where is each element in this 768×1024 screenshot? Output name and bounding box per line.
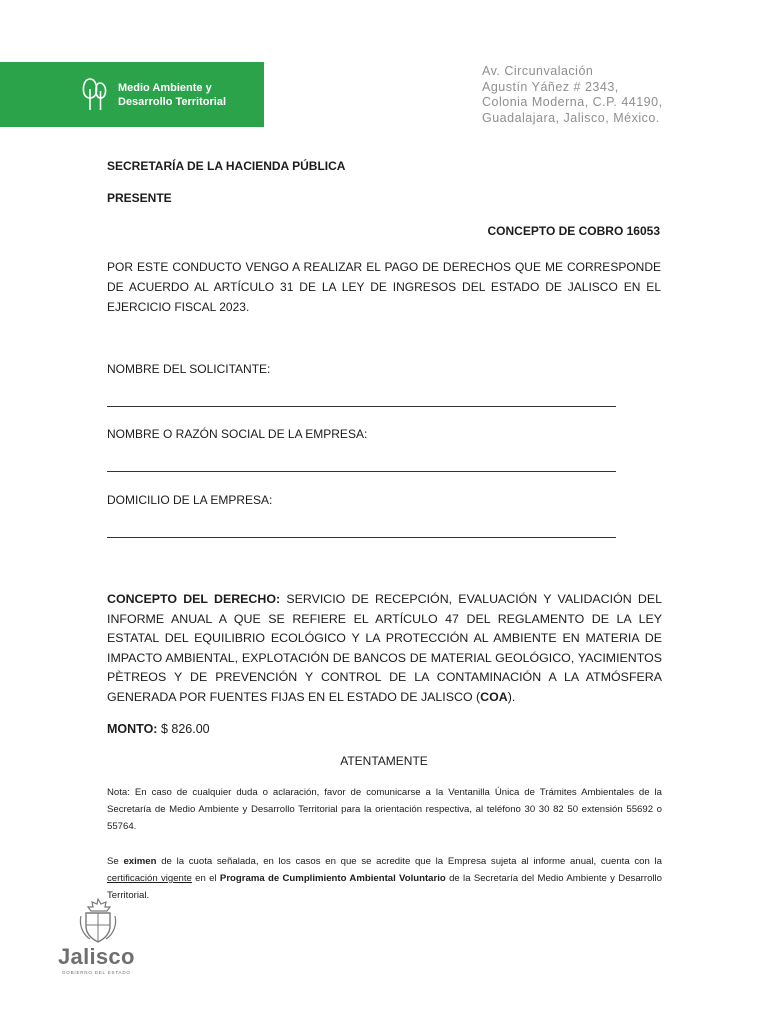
recipient: SECRETARÍA DE LA HACIENDA PÚBLICA <box>107 159 346 173</box>
address-line: Agustín Yáñez # 2343, <box>482 79 619 94</box>
address-block <box>482 64 663 126</box>
concepto-cobro: CONCEPTO DE COBRO 16053 <box>487 224 660 238</box>
logo-wordmark: Jalisco <box>58 944 135 969</box>
signature-line-empresa <box>107 471 616 472</box>
logo-subtitle: GOBIERNO DEL ESTADO <box>62 970 131 975</box>
note-contact: Nota: En caso de cualquier duda o aclaración, favor de comunicarse a la Ventanilla Única de Trámites Ambientales de la Secretaría de Medio Ambiente y Desarrollo Territorial para la orientación respectiva, al teléfono 30 30 82 50 extensión 55692 o 55764. <box>107 787 662 832</box>
header-banner <box>0 62 264 127</box>
monto-value: $ 826.00 <box>157 722 210 736</box>
concepto-text: SERVICIO DE RECEPCIÓN, EVALUACIÓN Y VALIDACIÓN DEL INFORME ANUAL A QUE SE REFIERE EL ARTÍCULO 47 DEL REGLAMENTO DE LA LEY ESTATAL DEL EQUILIBRIO ECOLÓGICO Y LA PROTECCIÓN AL AMBIENTE EN MATERIA DE IMPACTO AMBIENTAL, EXPLOTACIÓN DE BANCOS DE MATERIAL GEOLÓGICO, YACIMIENTOS PÈTREOS Y DE PREVENCIÓN Y CONTROL DE LA CONTAMINACIÓN A LA ATMÓSFERA GENERADA POR FUENTES FIJAS EN EL ESTADO DE JALISCO ( <box>107 592 662 704</box>
note-exemption: Se eximen de la cuota señalada, en los casos en que se acredite que la Empresa sujeta al informe anual, cuenta con la certificación vigente en el Programa de Cumplimiento Ambiental Voluntario de la Secretaría del Medio Ambiente y Desarrollo Territorial. <box>107 856 662 901</box>
field-label-domicilio: DOMICILIO DE LA EMPRESA: <box>107 493 273 507</box>
concepto-paragraph <box>107 590 662 707</box>
address-line: Guadalajara, Jalisco, México. <box>482 110 660 125</box>
presente-heading: PRESENTE <box>107 191 172 205</box>
concepto-end: ). <box>507 689 516 704</box>
address-line: Colonia Moderna, C.P. 44190, <box>482 95 663 109</box>
brand-name: Medio Ambiente y Desarrollo Territorial <box>118 82 226 108</box>
concepto-coa: COA <box>480 689 508 704</box>
program-name: Programa de Cumplimiento Ambiental Voluntario <box>219 873 446 884</box>
field-label-empresa: NOMBRE O RAZÓN SOCIAL DE LA EMPRESA: <box>107 427 368 441</box>
monto <box>107 722 210 736</box>
field-label-solicitante: NOMBRE DEL SOLICITANTE: <box>107 362 271 376</box>
signature-line-solicitante <box>107 406 616 407</box>
closing: ATENTAMENTE <box>340 754 428 768</box>
signature-line-domicilio <box>107 537 616 538</box>
certification-text: certificación vigente <box>107 873 192 884</box>
tree-icon <box>82 77 108 111</box>
monto-label: MONTO: <box>107 722 158 736</box>
concepto-label: CONCEPTO DEL DERECHO: <box>107 592 281 606</box>
intro-paragraph: POR ESTE CONDUCTO VENGO A REALIZAR EL PAGO DE DERECHOS QUE ME CORRESPONDE DE ACUERDO AL ARTÍCULO 31 DE LA LEY DE INGRESOS DEL ESTADO DE JALISCO EN EL EJERCICIO FISCAL 2023. <box>107 260 661 314</box>
coat-of-arms-icon <box>78 898 118 944</box>
address-line: Av. Circunvalación <box>482 64 594 78</box>
